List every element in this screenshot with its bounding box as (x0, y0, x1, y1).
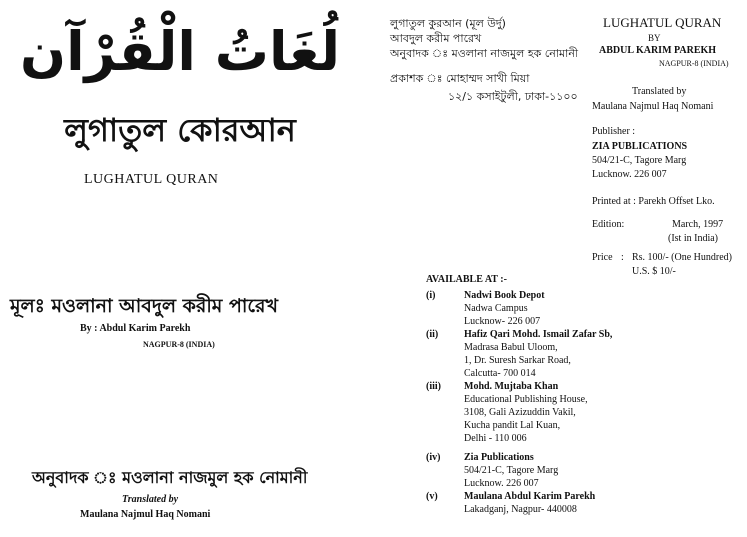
available-at-item-name: Zia Publications (464, 452, 534, 463)
en-place: NAGPUR-8 (INDIA) (659, 59, 729, 68)
available-at-item-body (464, 289, 545, 328)
translator-bengali: অনুবাদক ঃ মওলানা নাজমুল হক নোমানী (32, 468, 308, 487)
available-at-item-address-line: 3108, Gali Azizuddin Vakil, (464, 407, 576, 418)
available-at-item-address-line: Lucknow- 226 007 (464, 316, 541, 327)
en-title: LUGHATUL QURAN (603, 15, 722, 30)
available-at-item-number: (i) (426, 290, 436, 301)
available-at-item-body (464, 328, 612, 380)
author-place: NAGPUR-8 (INDIA) (143, 340, 215, 349)
bengali-title: লুগাতুল কোরআন (64, 111, 296, 149)
en-author: ABDUL KARIM PAREKH (599, 45, 717, 56)
price-value-rs: Rs. 100/- (One Hundred) (632, 252, 732, 263)
author-by: By : Abdul Karim Parekh (80, 323, 191, 334)
available-at-item-address-line: Kucha pandit Lal Kuan, (464, 420, 561, 431)
edition-value: March, 1997 (672, 219, 724, 230)
translated-by-label: Translated by (122, 494, 179, 505)
bn-address-line: ১২/১ কসাইটুলী, ঢাকা-১১০০ (448, 90, 578, 103)
available-at-item-body (464, 380, 588, 445)
en-translator: Maulana Najmul Haq Nomani (592, 101, 714, 112)
edition-note: (Ist in India) (668, 233, 718, 244)
available-at-item-name: Nadwi Book Depot (464, 290, 545, 301)
bn-title-line: লুগাতুল কুরআন (মূল উর্দু) (390, 17, 506, 30)
available-at-item-address-line: Educational Publishing House, (464, 394, 588, 405)
available-at-item-number: (v) (426, 491, 438, 502)
available-at-label: AVAILABLE AT :- (426, 274, 507, 285)
available-at-item-address-line: Nadwa Campus (464, 303, 528, 314)
edition-label: Edition: (592, 219, 625, 230)
price-colon: : (621, 252, 624, 263)
available-at-item-number: (ii) (426, 329, 439, 340)
available-at-item-name: Hafiz Qari Mohd. Ismail Zafar Sb, (464, 329, 613, 340)
bn-translator-line: অনুবাদক ঃ মওলানা নাজমুল হক নোমানী (390, 47, 579, 60)
translator-name: Maulana Najmul Haq Nomani (80, 509, 211, 520)
arabic-title: لُغَاتُ الْقُرْآن (20, 20, 340, 83)
publisher-name: ZIA PUBLICATIONS (592, 141, 688, 152)
available-at-item-address-line: Lucknow. 226 007 (464, 478, 539, 489)
printed-at: Printed at : Parekh Offset Lko. (592, 196, 715, 207)
publisher-label: Publisher : (592, 126, 636, 137)
available-at-item-address-line: Calcutta- 700 014 (464, 368, 536, 379)
available-at-item-address-line: 1, Dr. Suresh Sarkar Road, (464, 355, 571, 366)
author-bengali: মূলঃ মওলানা আবদুল করীম পারেখ (10, 295, 278, 317)
available-at-item-name: Mohd. Mujtaba Khan (464, 381, 559, 392)
publisher-address-1: 504/21-C, Tagore Marg (592, 155, 687, 166)
publisher-address-2: Lucknow. 226 007 (592, 169, 667, 180)
english-title: LUGHATUL QURAN (84, 172, 219, 187)
available-at-item-number: (iv) (426, 452, 441, 463)
bn-author-line: আবদুল করীম পারেখ (390, 32, 482, 45)
available-at-item-name: Maulana Abdul Karim Parekh (464, 491, 596, 502)
price-label: Price (592, 252, 613, 263)
bn-publisher-line: প্রকাশক ঃ মোহাম্মদ সাখী মিয়া (390, 72, 530, 85)
available-at-item-body (464, 451, 558, 490)
available-at-item-address-line: Lakadganj, Nagpur- 440008 (464, 504, 577, 515)
available-at-item-number: (iii) (426, 381, 441, 392)
available-at-item-address-line: Delhi - 110 006 (464, 433, 527, 444)
en-translated-by: Translated by (632, 86, 687, 97)
en-by: BY (648, 33, 661, 43)
price-value-usd: U.S. $ 10/- (632, 266, 676, 277)
available-at-item-body (464, 490, 595, 516)
available-at-item-address-line: Madrasa Babul Uloom, (464, 342, 558, 353)
available-at-item-address-line: 504/21-C, Tagore Marg (464, 465, 559, 476)
